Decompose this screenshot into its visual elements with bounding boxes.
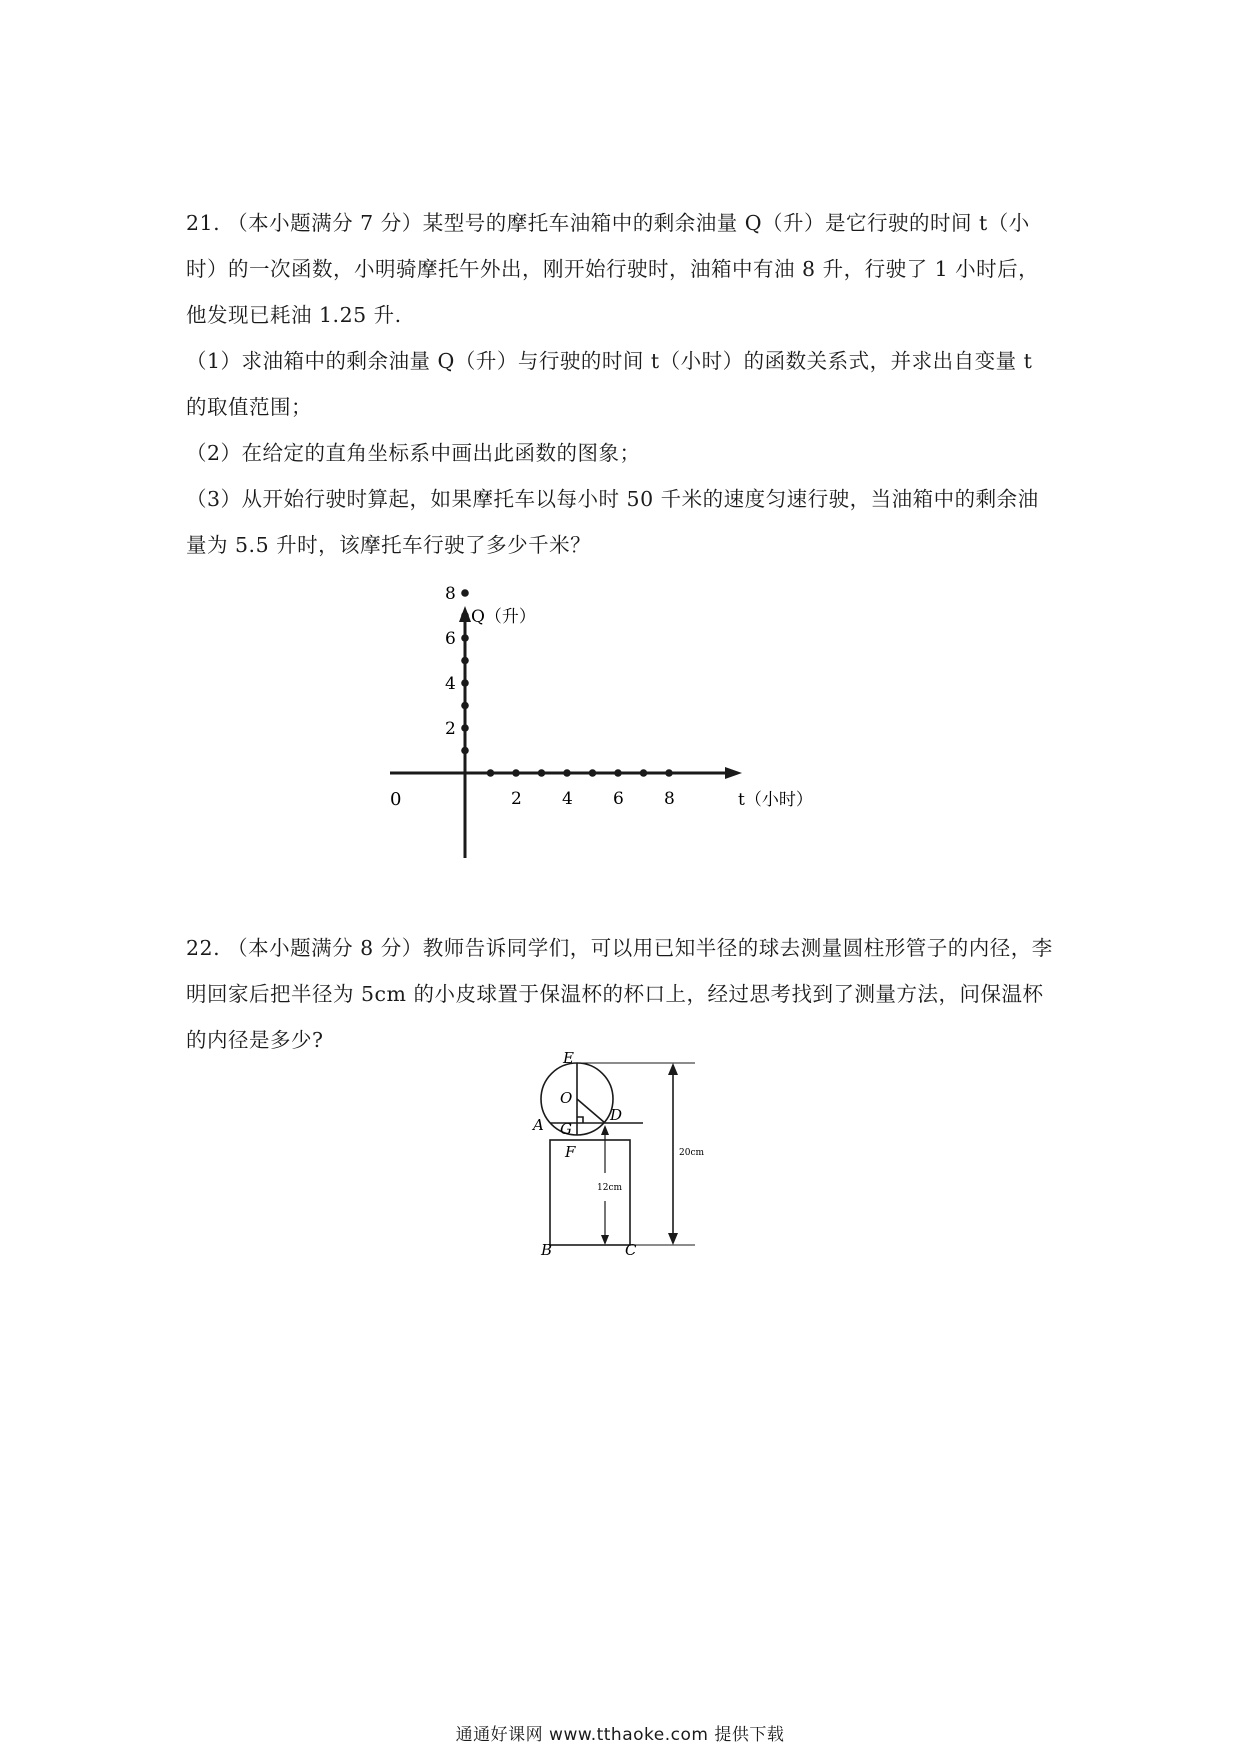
y-tick-label: 4 xyxy=(445,674,456,694)
x-tick-label: 8 xyxy=(664,789,675,809)
cup-ball-diagram xyxy=(533,1049,770,1259)
question-21 xyxy=(186,200,1056,568)
origin-label: 0 xyxy=(390,789,402,810)
axis-point xyxy=(461,589,469,597)
axis-point xyxy=(665,769,673,777)
radius-od xyxy=(577,1099,605,1123)
coordinate-graph-svg xyxy=(390,584,840,910)
axis-point xyxy=(589,769,597,777)
question-21-part-2: （2）在给定的直角坐标系中画出此函数的图象； xyxy=(186,441,641,465)
y-tick-label: 8 xyxy=(445,584,456,604)
question-21-part-1: （1）求油箱中的剩余油量 Q（升）与行驶的时间 t（小时）的函数关系式，并求出自变量 t 的取值范围； xyxy=(186,349,1040,419)
y-tick-labels xyxy=(445,584,456,739)
question-21-intro: 21. （本小题满分 7 分）某型号的摩托车油箱中的剩余油量 Q（升）是它行驶的时间 t（小时）的一次函数，小明骑摩托午外出，刚开始行驶时，油箱中有油 8 升，行驶了 1 小时后，他发现已耗油 1.25 升. xyxy=(186,211,1040,327)
y-axis xyxy=(459,606,471,858)
page-footer: 通通好课网 www.tthaoke.com 提供下载 xyxy=(455,1725,785,1745)
label-e: E xyxy=(563,1049,574,1067)
axis-point xyxy=(461,747,469,755)
y-axis-label: Q（升） xyxy=(471,607,536,627)
x-tick-labels xyxy=(511,789,675,809)
dimension-20-arrow-top xyxy=(668,1063,678,1075)
axis-point xyxy=(640,769,648,777)
axis-point xyxy=(487,769,495,777)
y-tick-label: 2 xyxy=(445,719,456,739)
x-tick-label: 6 xyxy=(613,789,624,809)
dimension-12-arrow-top xyxy=(601,1125,609,1135)
axis-point xyxy=(563,769,571,777)
label-g: G xyxy=(560,1120,572,1138)
label-a: A xyxy=(533,1116,544,1134)
axis-point xyxy=(461,724,469,732)
label-o: O xyxy=(560,1089,573,1107)
right-angle-mark xyxy=(577,1117,583,1123)
label-f: F xyxy=(565,1143,576,1161)
question-22: 22. （本小题满分 8 分）教师告诉同学们，可以用已知半径的球去测量圆柱形管子的内径，李明回家后把半径为 5cm 的小皮球置于保温杯的杯口上，经过思考找到了测量方法，问保温杯的内径是多少? xyxy=(186,936,1053,1052)
x-tick-label: 2 xyxy=(511,789,522,809)
cup-ball-diagram-svg xyxy=(533,1049,770,1259)
label-b: B xyxy=(541,1241,553,1259)
dimension-20-arrow-bottom xyxy=(668,1233,678,1245)
axis-point xyxy=(461,679,469,687)
label-d: D xyxy=(610,1106,623,1124)
axis-point xyxy=(461,634,469,642)
x-axis-arrow xyxy=(725,767,742,779)
x-axis-label: t（小时） xyxy=(738,790,813,810)
dimension-12-arrow-bottom xyxy=(601,1235,609,1245)
axis-point xyxy=(461,612,469,620)
coordinate-graph xyxy=(390,584,840,910)
axis-point xyxy=(461,702,469,710)
x-tick-label: 4 xyxy=(562,789,573,809)
axis-point xyxy=(614,769,622,777)
axis-point xyxy=(461,657,469,665)
dimension-20-label: 20cm xyxy=(679,1148,705,1158)
axis-point xyxy=(512,769,520,777)
label-c: C xyxy=(625,1241,637,1259)
axis-point xyxy=(538,769,546,777)
y-tick-label: 6 xyxy=(445,629,456,649)
dimension-12-label: 12cm xyxy=(597,1183,623,1193)
question-21-part-3: （3）从开始行驶时算起，如果摩托车以每小时 50 千米的速度匀速行驶，当油箱中的剩余油量为 5.5 升时，该摩托车行驶了多少千米？ xyxy=(186,487,1039,557)
